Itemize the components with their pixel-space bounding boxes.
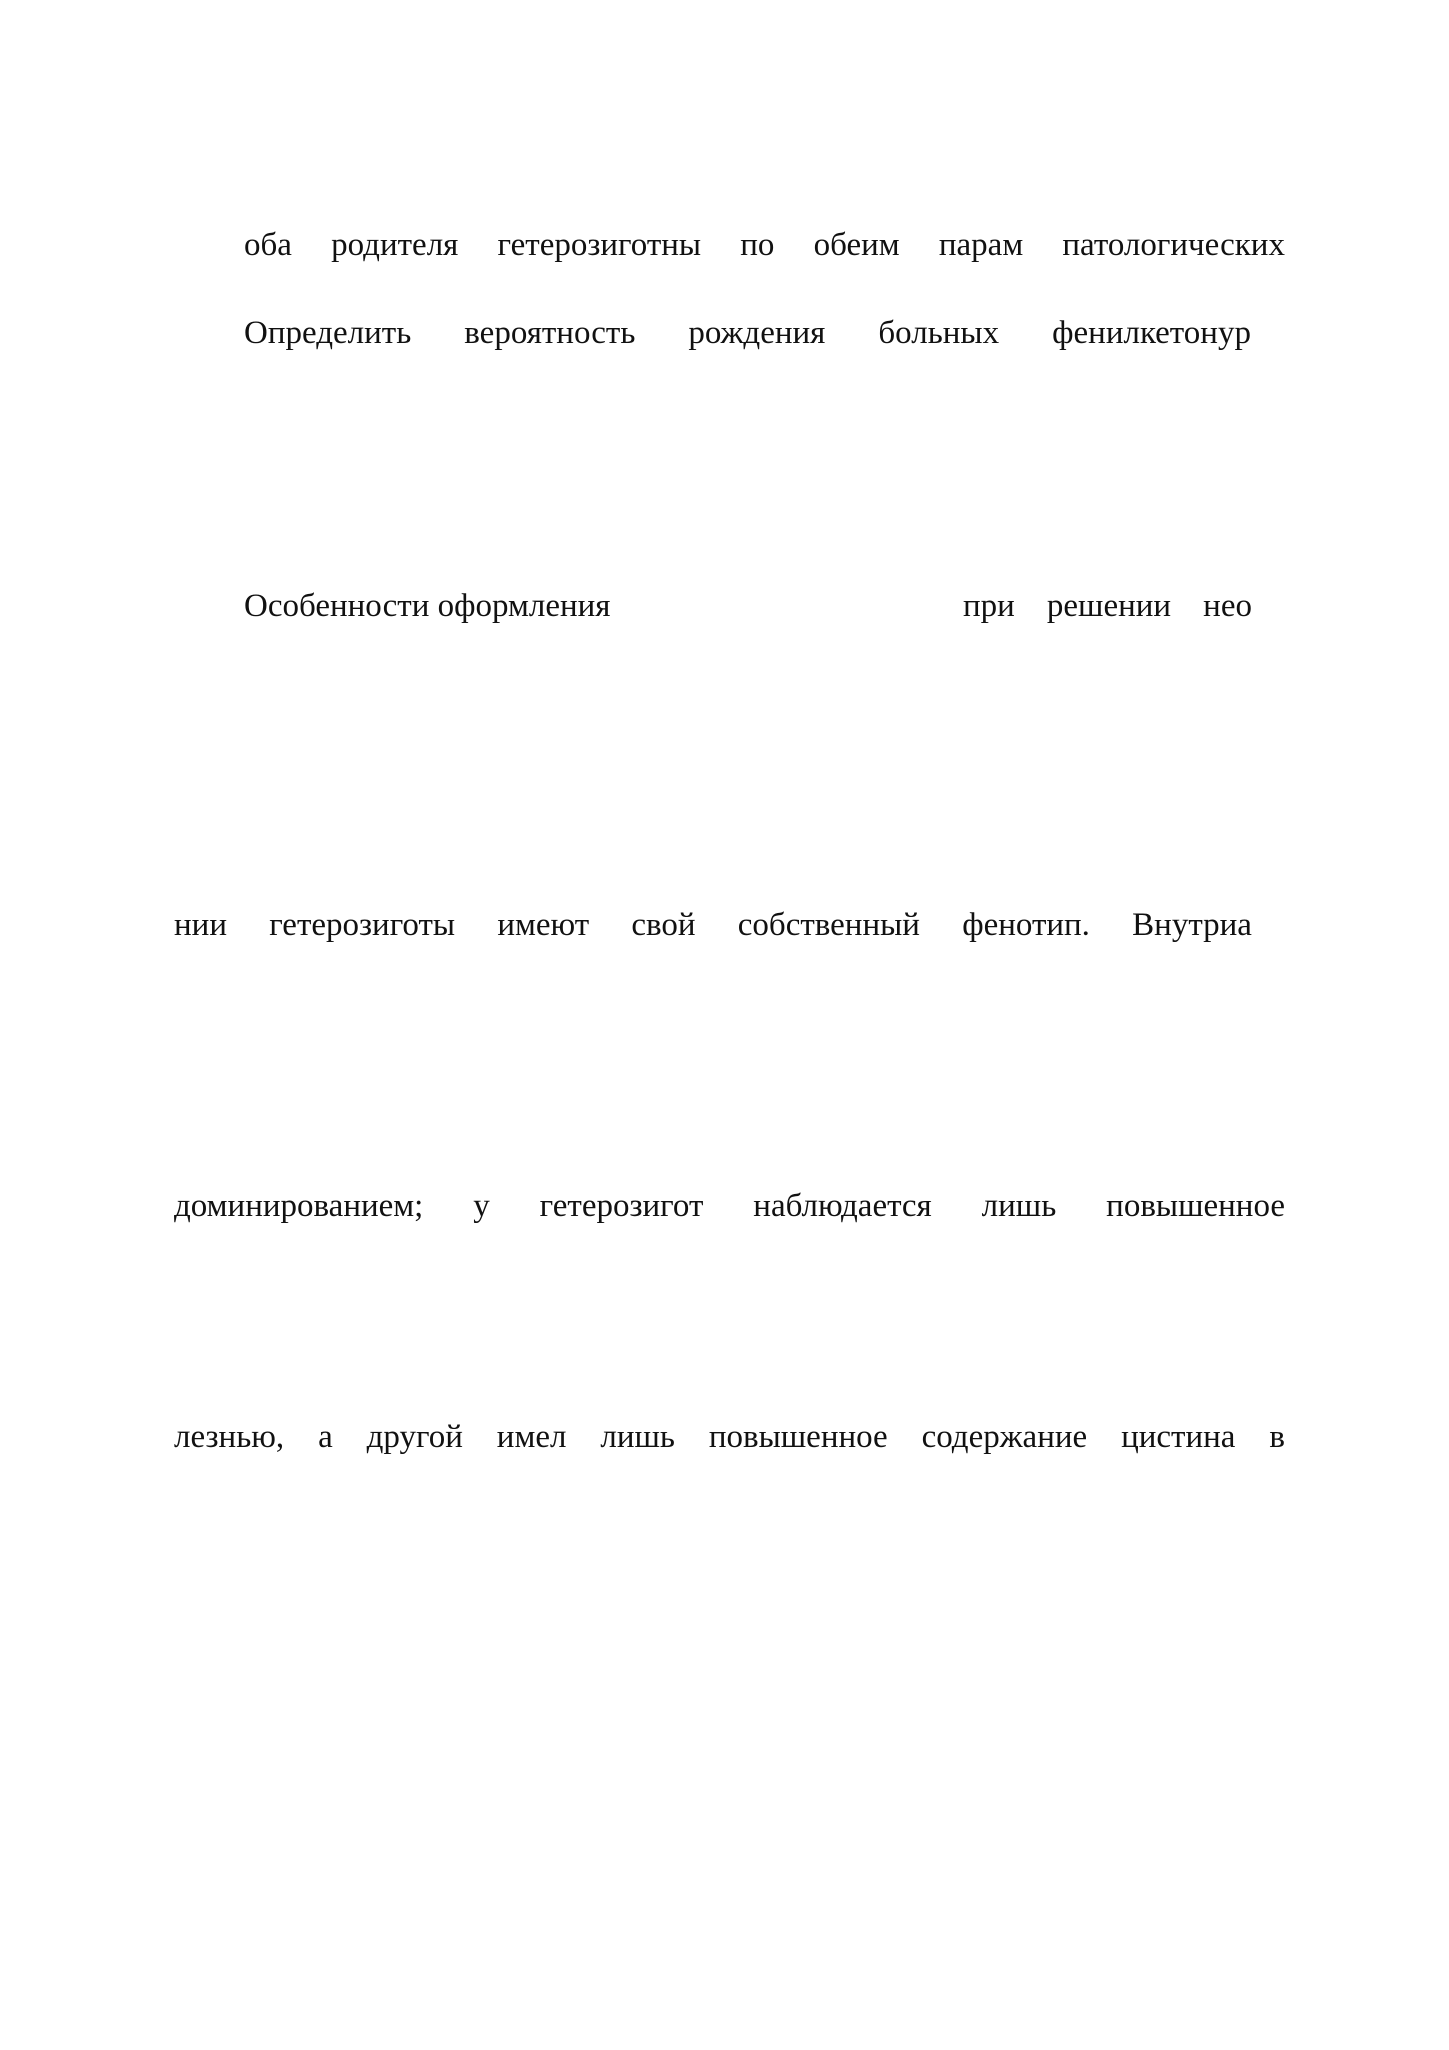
word: лезнью, [174,1419,285,1455]
word: оба [244,227,292,263]
word: собственный [737,907,920,943]
word: по [740,227,775,263]
word: фенилкетонур [1052,315,1251,351]
text-line-6 [174,1417,1285,1457]
word: рождения [688,315,826,351]
word: доминированием; [174,1188,424,1224]
word: содержание [921,1419,1088,1455]
word: лишь [600,1419,675,1455]
word: гетерозигот [539,1188,704,1224]
section-heading-right [963,586,1252,626]
word: при [963,588,1015,624]
word: имел [496,1419,567,1455]
word: повышенное [708,1419,888,1455]
word: родителя [331,227,459,263]
word: гетерозиготы [269,907,456,943]
word: свой [631,907,696,943]
word: повышенное [1106,1188,1285,1224]
word: патологических [1062,227,1285,263]
word: вероятность [464,315,636,351]
word: обеим [813,227,900,263]
word: нии [174,907,227,943]
word: Внутриа [1132,907,1252,943]
word: гетерозиготны [497,227,702,263]
text-line-5 [174,1186,1285,1226]
word: больных [878,315,1000,351]
text-line-2 [244,313,1251,353]
word: лишь [981,1188,1057,1224]
word: имеют [497,907,590,943]
word: другой [366,1419,463,1455]
text-line-4 [174,905,1252,945]
word: фенотип. [962,907,1090,943]
word: решении [1046,588,1172,624]
word: а [318,1419,333,1455]
word: наблюдается [753,1188,932,1224]
word: нео [1203,588,1252,624]
word: цистина [1121,1419,1236,1455]
section-heading-left: Особенности оформления [244,588,611,624]
word: у [473,1188,490,1224]
word: парам [938,227,1024,263]
word: Определить [244,315,412,351]
text-line-1 [244,225,1285,265]
word: в [1269,1419,1285,1455]
